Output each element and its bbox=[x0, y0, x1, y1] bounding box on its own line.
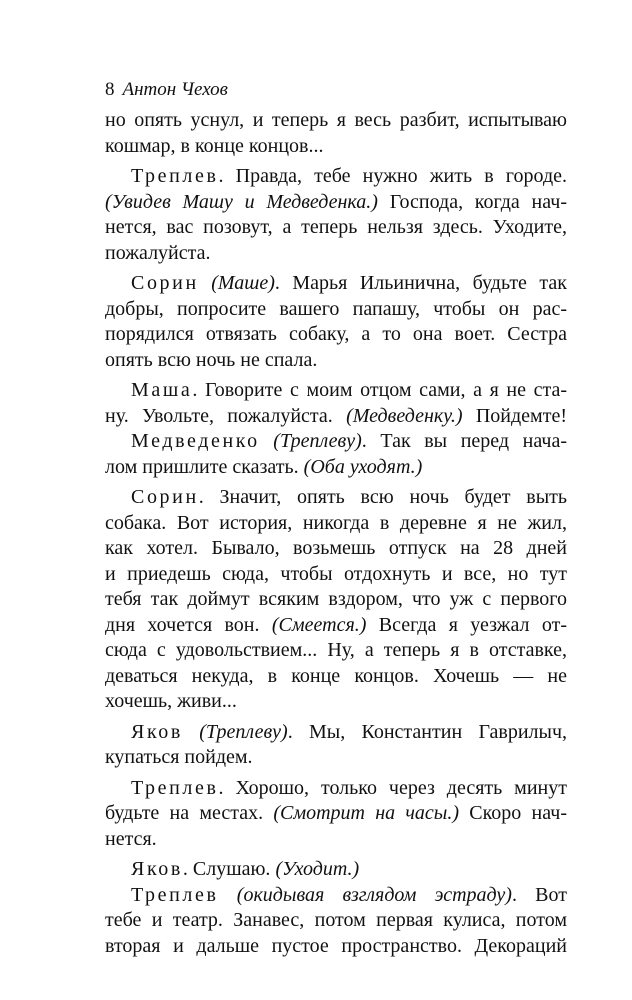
text-run bbox=[183, 721, 199, 743]
stage-direction: (Маше) bbox=[211, 272, 275, 294]
text-line bbox=[105, 271, 567, 297]
text-line bbox=[105, 908, 567, 934]
text-run bbox=[219, 884, 237, 906]
text-run: лом пришлите сказать. bbox=[105, 455, 304, 478]
text-line bbox=[105, 720, 567, 746]
text-run: опять всю ночь не спала. bbox=[105, 348, 318, 371]
text-line bbox=[105, 164, 567, 190]
speaker-name: Сорин bbox=[131, 486, 199, 508]
text-run: тебя так доймут всяким вздором, что уж с первого bbox=[105, 588, 567, 610]
text-line bbox=[105, 485, 567, 511]
text-run: нется, вас позовут, а теперь нельзя здесь. Уходите, bbox=[105, 216, 567, 238]
text-line bbox=[105, 455, 567, 481]
stage-direction: (Увидев Машу и Медведенка.) bbox=[105, 190, 378, 213]
text-run: ну. Увольте, пожалуйста. bbox=[105, 404, 347, 427]
text-run bbox=[260, 430, 274, 452]
stage-direction: (Смеется.) bbox=[271, 613, 367, 636]
text-line bbox=[105, 536, 567, 562]
text-line bbox=[105, 587, 567, 613]
text-line bbox=[105, 511, 567, 537]
speaker-name: Яков bbox=[131, 720, 183, 743]
text-line bbox=[105, 322, 567, 348]
text-run: добры, попросите вашего папашу, чтобы он рас- bbox=[105, 297, 567, 320]
text-run: . Мы, Константин Гаврилыч, bbox=[287, 720, 568, 743]
text-run: . Марья Ильинична, будьте так bbox=[274, 272, 567, 294]
text-run: . Слушаю. bbox=[182, 858, 276, 880]
text-run: . Правда, тебе нужно жить в городе. bbox=[218, 165, 567, 187]
text-run: порядился отвязать собаку, а то она воет. Сестра bbox=[105, 323, 567, 345]
text-run: будьте на местах. bbox=[105, 802, 274, 824]
text-line bbox=[105, 297, 567, 323]
stage-direction: (Оба уходят.) bbox=[303, 455, 423, 478]
running-header bbox=[105, 78, 228, 102]
text-run: купаться пойдем. bbox=[105, 746, 253, 768]
text-line bbox=[105, 378, 567, 404]
text-run: сюда с удовольствием... Ну, а теперь я в отставке, bbox=[105, 639, 567, 661]
text-line bbox=[105, 883, 567, 909]
text-line bbox=[105, 801, 567, 827]
stage-direction: (Треплеву) bbox=[199, 720, 288, 743]
stage-direction: (Медведенку.) bbox=[346, 404, 463, 427]
text-line bbox=[105, 134, 567, 160]
speaker-name: Треплев bbox=[131, 776, 219, 799]
stage-direction: (окидывая взглядом эстраду) bbox=[236, 883, 512, 906]
text-run: и приедешь сюда, чтобы отдохнуть и все, но тут bbox=[105, 562, 567, 585]
speaker-name: Треплев bbox=[131, 165, 219, 187]
text-run: тебе и театр. Занавес, потом первая кулиса, потом bbox=[105, 909, 567, 931]
text-run: . Так вы перед нача- bbox=[361, 430, 568, 452]
text-run: собака. Вот история, никогда в деревне я не жил, bbox=[105, 511, 567, 534]
speaker-name: Яков bbox=[131, 858, 183, 880]
text-run: деваться некуда, в конце концов. Хочешь — не bbox=[105, 664, 567, 687]
text-run: вторая и дальше пустое пространство. Декораций bbox=[105, 934, 567, 957]
stage-direction: (Смотрит на часы.) bbox=[273, 802, 459, 824]
text-line bbox=[105, 241, 567, 267]
play-text bbox=[105, 108, 567, 959]
text-run: . Говорите с моим отцом сами, а я не ста- bbox=[192, 379, 567, 401]
text-line bbox=[105, 689, 567, 715]
text-line bbox=[105, 934, 567, 960]
text-line bbox=[105, 404, 567, 430]
text-line bbox=[105, 638, 567, 664]
text-line bbox=[105, 215, 567, 241]
text-run: Господа, когда нач- bbox=[377, 190, 567, 213]
text-line bbox=[105, 745, 567, 771]
text-run: Пойдемте! bbox=[462, 404, 567, 427]
text-run: . Вот bbox=[511, 883, 567, 906]
text-line bbox=[105, 190, 567, 216]
text-run: как хотел. Бывало, возьмешь отпуск на 28 дней bbox=[105, 537, 567, 559]
text-line bbox=[105, 613, 567, 639]
text-run: дня хочется вон. bbox=[105, 613, 272, 636]
text-line bbox=[105, 562, 567, 588]
text-run: . Значит, опять всю ночь будет выть bbox=[198, 486, 567, 508]
text-run: хочешь, живи... bbox=[105, 690, 237, 712]
stage-direction: (Уходит.) bbox=[275, 858, 360, 880]
text-run: . Хорошо, только через десять минут bbox=[218, 776, 567, 799]
text-line bbox=[105, 857, 567, 883]
text-line bbox=[105, 664, 567, 690]
speaker-name: Маша bbox=[131, 379, 193, 401]
speaker-name: Сорин bbox=[131, 272, 199, 294]
text-run: но опять уснул, и теперь я весь разбит, испытываю bbox=[105, 109, 567, 131]
text-run: Всегда я уезжал от- bbox=[366, 613, 567, 636]
text-run bbox=[199, 272, 211, 294]
text-line bbox=[105, 776, 567, 802]
text-run: Скоро нач- bbox=[459, 802, 567, 824]
text-line bbox=[105, 108, 567, 134]
text-line bbox=[105, 827, 567, 853]
speaker-name: Медведенко bbox=[131, 430, 260, 452]
page-number: 8 bbox=[105, 79, 115, 100]
text-line bbox=[105, 429, 567, 455]
text-run: нется. bbox=[105, 827, 157, 850]
text-run: кошмар, в конце концов... bbox=[105, 134, 324, 157]
running-header-author: Антон Чехов bbox=[122, 79, 228, 100]
stage-direction: (Треплеву) bbox=[273, 430, 362, 452]
text-line bbox=[105, 348, 567, 374]
text-run: пожалуйста. bbox=[105, 241, 211, 264]
speaker-name: Треплев bbox=[131, 883, 219, 906]
